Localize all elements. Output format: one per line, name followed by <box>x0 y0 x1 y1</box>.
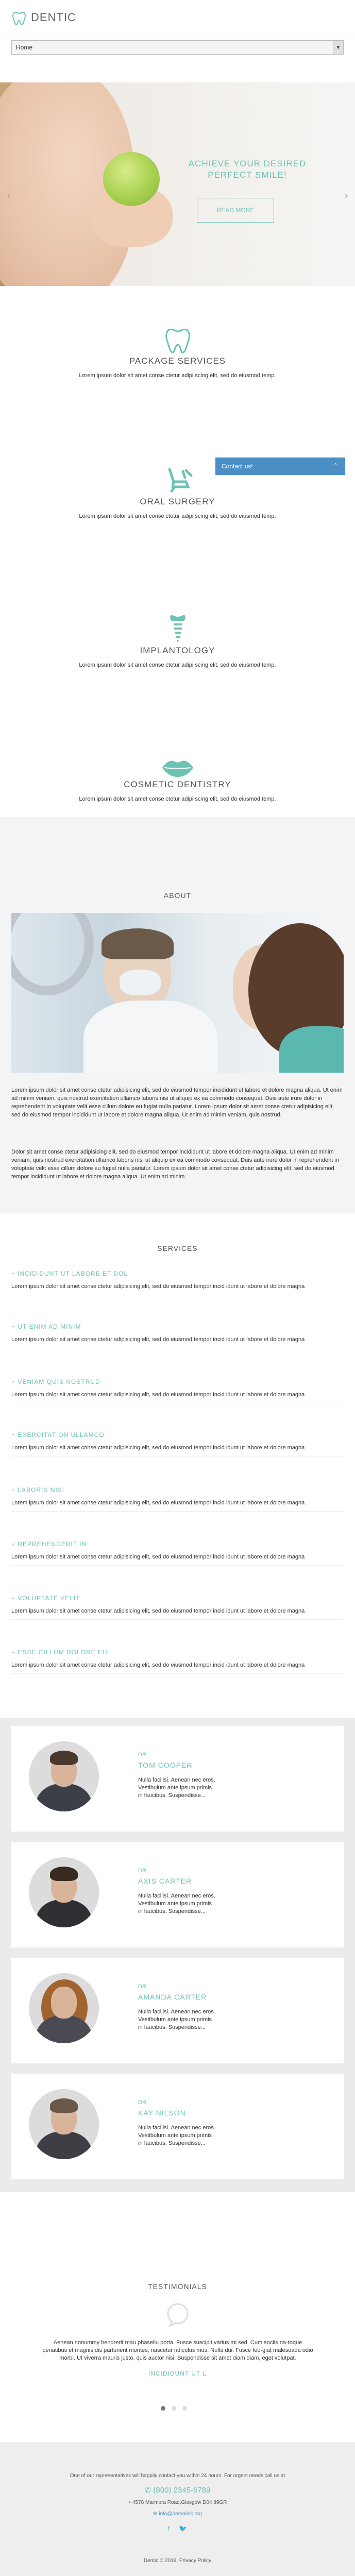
doctor-prefix: DR. <box>138 1868 148 1874</box>
doctor-name[interactable]: AMANDA CARTER <box>138 1993 207 2001</box>
logo[interactable] <box>11 9 76 26</box>
team-card[interactable] <box>11 2074 344 2179</box>
dentist-hair <box>102 928 174 959</box>
doctor-photo <box>29 1973 99 2043</box>
service-text: Lorem ipsum dolor sit amet conse ctetur adipi scing elit, sed do eiusmod temp. <box>79 796 276 802</box>
service-item-title: + UT ENIM AD MINIM <box>11 1323 81 1330</box>
service-item-title: + LABORIS NISI <box>11 1486 65 1494</box>
hero-heading-line1: ACHIEVE YOUR DESIRED <box>188 159 307 168</box>
service-item-text: Lorem ipsum dolor sit amet conse ctetur adipisicing elit, sed do eiusmod tempor incid idunt ut labore et dolore magna <box>11 1500 344 1512</box>
service-item-text: Lorem ipsum dolor sit amet conse ctetur adipisicing elit, sed do eiusmod tempor incid idunt ut labore et dolore magna <box>11 1336 344 1348</box>
service-item-text: Lorem ipsum dolor sit amet conse ctetur adipisicing elit, sed do eiusmod tempor incid idunt ut labore et dolore magna <box>11 1608 344 1620</box>
quote-bubble-icon <box>166 2303 190 2327</box>
doctor-prefix: DR. <box>138 1752 148 1758</box>
about-title: ABOUT <box>163 891 192 900</box>
about-image-dentist <box>11 913 344 1073</box>
about-paragraph-2: Dolor sit amet conse ctetur adipisicing elit, sed do eiusmod tempor incididunt ut labore et dolore magna aliqua. Ut enim ad minim veniam, quis nostrud exercitation ullamco laboris nisi ut aliquip ex ea commodo consequat. Duis aute irure dolor in reprehenderit in voluptate velit esse cillum dolore eu fugiat nulla pariatur. Lorem ipsum dolor sit amet conse ctetur adipisicing elit, sed do eiusmod tempor incididunt ut labore et dolore magna aliqua. Ut enim ad minim. <box>11 1149 339 1180</box>
doctor-bio: Nulla facilisi. Aenean nec eros. Vestibulum ante ipsum primis in faucibus. Suspendisse... <box>138 1777 215 1799</box>
service-list-item[interactable] <box>11 1649 344 1674</box>
nav-dropdown-arrow-icon[interactable]: ▼ <box>333 41 343 54</box>
footer-note: One of our representatives will happily contact you within 24 hours. For urgent needs call us at <box>70 2473 285 2479</box>
dentist-mask <box>120 970 161 995</box>
about-paragraph-1: Lorem ipsum dolor sit amet conse ctetur adipisicing elit, sed do eiusmod tempor incididunt ut labore et dolore magna aliqua. Ut enim ad minim veniam, quis nostrud exercitation ullamco laboris nisi ut aliquip ex ea commodo consequat. Duis aute irure dolor in reprehenderit in voluptate velit esse cillum dolore eu fugiat nulla pariatur. Lorem ipsum dolor sit amet conse ctetur adipisicing elit, sed do eiusmod tempor incididunt ut labore et dolore magna aliqua. Ut enim ad minim veniam, quis nostrud. <box>11 1087 343 1118</box>
site-header <box>0 0 355 36</box>
service-title: COSMETIC DENTISTRY <box>124 779 231 789</box>
doctor-name[interactable]: TOM COOPER <box>138 1761 193 1769</box>
service-item-title: + INCIDIDUNT UT LABORE ET DOL <box>11 1270 128 1277</box>
service-list-item[interactable] <box>11 1378 344 1403</box>
service-item-text: Lorem ipsum dolor sit amet conse ctetur adipisicing elit, sed do eiusmod tempor incid idunt ut labore et dolore magna <box>11 1554 344 1566</box>
service-item-title: + VENIAM QUIS NOSTRUD <box>11 1378 100 1385</box>
contact-us-label: Contact us! <box>222 463 253 470</box>
tooth-icon <box>163 324 192 354</box>
service-item-title: + EXERCITATION ULLAMCO <box>11 1431 105 1438</box>
services-title: SERVICES <box>157 1244 198 1252</box>
service-item-text: Lorem ipsum dolor sit amet conse ctetur adipisicing elit, sed do eiusmod tempor incid idunt ut labore et dolore magna <box>11 1283 344 1295</box>
social-icons <box>0 2524 355 2533</box>
doctor-bio: Nulla facilisi. Aenean nec eros. Vestibulum ante ipsum primis in faucibus. Suspendisse... <box>138 2009 215 2030</box>
facebook-icon[interactable]: f <box>167 2524 170 2532</box>
tooth-logo-icon <box>11 9 27 26</box>
doctor-name[interactable]: KAY NILSON <box>138 2109 186 2117</box>
patient-bib <box>279 1026 344 1073</box>
chevron-up-icon: ⌃ <box>333 463 338 469</box>
lips-icon <box>161 757 194 778</box>
service-title: IMPLANTOLOGY <box>140 646 215 655</box>
testimonials-top <box>0 2192 355 2282</box>
doctor-photo <box>29 1741 99 1811</box>
logo-text: DENTIC <box>31 11 76 24</box>
service-list-item[interactable] <box>11 1595 344 1620</box>
service-item-title: + ESSE CILLUM DOLORE EU <box>11 1649 108 1656</box>
testimonial-pagination <box>161 2406 187 2411</box>
doctor-photo <box>29 1857 99 1927</box>
slider-next-icon[interactable]: › <box>345 191 348 201</box>
service-item-text: Lorem ipsum dolor sit amet conse ctetur adipisicing elit, sed do eiusmod tempor incid idunt ut labore et dolore magna <box>11 1445 344 1456</box>
dental-chair-icon <box>162 466 193 495</box>
service-item-title: + VOLUPTATE VELIT <box>11 1595 80 1602</box>
service-implantology <box>0 613 355 668</box>
service-item-text: Lorem ipsum dolor sit amet conse ctetur adipisicing elit, sed do eiusmod tempor incid idunt ut labore et dolore magna <box>11 1662 344 1674</box>
team-card[interactable] <box>11 1726 344 1832</box>
phone-icon: ✆ <box>144 2486 154 2495</box>
hero-slider <box>0 82 355 286</box>
nav-select[interactable] <box>11 40 344 55</box>
pagination-dot-active[interactable] <box>161 2406 165 2411</box>
mail-icon: ✉ <box>153 2511 159 2517</box>
footer-address: ⌖ 4578 Marmora Road,Glasgow D04 89GR <box>128 2500 227 2505</box>
pagination-dot[interactable] <box>182 2406 187 2411</box>
service-title: ORAL SURGERY <box>140 497 215 506</box>
doctor-bio: Nulla facilisi. Aenean nec eros. Vestibulum ante ipsum primis in faucibus. Suspendisse... <box>138 1893 215 1914</box>
service-list-item[interactable] <box>11 1486 344 1512</box>
testimonials-section <box>0 2282 355 2442</box>
hero-heading-line2: PERFECT SMILE! <box>208 170 287 180</box>
service-oral-surgery <box>0 466 355 519</box>
testimonials-title: TESTIMONIALS <box>148 2282 207 2291</box>
slider-prev-icon[interactable]: ‹ <box>7 191 10 201</box>
pagination-dot[interactable] <box>172 2406 176 2411</box>
team-card[interactable] <box>11 1958 344 2063</box>
testimonial-quote: Aenean nonummy hendrerit mau phasellu porta. Fusce suscipit varius mi sed. Cum sociis na-toque penatibus et magnis dis parturient montes, nascetur ridiculus mus. Nulla dui. Fusce feu-giat malesuada odio morbi. Ut viverra mauris justo, quis auctor nisi. Suspendisse sit amet diam diam, eget volutpat. <box>42 2340 313 2361</box>
service-cosmetic <box>0 757 355 802</box>
service-item-text: Lorem ipsum dolor sit amet conse ctetur adipisicing elit, sed do eiusmod tempor incid idunt ut labore et dolore magna <box>11 1392 344 1403</box>
nav-selected-value: Home <box>16 44 33 51</box>
location-pin-icon: ⌖ <box>128 2500 132 2505</box>
service-list-item[interactable] <box>11 1323 344 1348</box>
read-more-button[interactable]: READ MORE <box>197 198 274 223</box>
testimonial-author: INCIDIDUNT UT L <box>148 2370 207 2377</box>
doctor-photo <box>29 2089 99 2159</box>
service-title: PACKAGE SERVICES <box>129 356 226 366</box>
service-text: Lorem ipsum dolor sit amet conse ctetur adipi scing elit, sed do eiusmod temp. <box>79 662 276 668</box>
team-section <box>0 1718 355 2282</box>
twitter-icon[interactable]: 🐦 <box>179 2524 188 2532</box>
service-list-item[interactable] <box>11 1540 344 1566</box>
team-card[interactable] <box>11 1842 344 1947</box>
service-list-item[interactable] <box>11 1431 344 1456</box>
service-text: Lorem ipsum dolor sit amet conse ctetur adipi scing elit, sed do eiusmod temp. <box>79 513 276 519</box>
footer-email[interactable]: ✉ info@demolink.org <box>153 2511 202 2517</box>
doctor-prefix: DR. <box>138 2099 148 2106</box>
service-list-item[interactable] <box>11 1270 344 1295</box>
copyright[interactable]: Dentic © 2016. Privacy Policy <box>143 2558 212 2564</box>
footer <box>0 2442 355 2576</box>
footer-phone[interactable]: ✆ (800) 2345-6789 <box>144 2486 211 2495</box>
doctor-name[interactable]: AXIS CARTER <box>138 1877 192 1885</box>
service-item-title: + REPREHENDERIT IN <box>11 1540 87 1548</box>
dentist-coat <box>83 1001 217 1073</box>
doctor-prefix: DR. <box>138 1984 148 1990</box>
implant-icon <box>167 613 188 644</box>
service-package <box>0 324 355 379</box>
hero-image-apple <box>103 152 160 206</box>
service-text: Lorem ipsum dolor sit amet conse ctetur adipi scing elit, sed do eiusmod temp. <box>79 372 276 379</box>
services-continued <box>0 1525 355 1710</box>
doctor-bio: Nulla facilisi. Aenean nec eros. Vestibulum ante ipsum primis in faucibus. Suspendisse... <box>138 2125 215 2146</box>
dental-lamp <box>11 913 94 995</box>
